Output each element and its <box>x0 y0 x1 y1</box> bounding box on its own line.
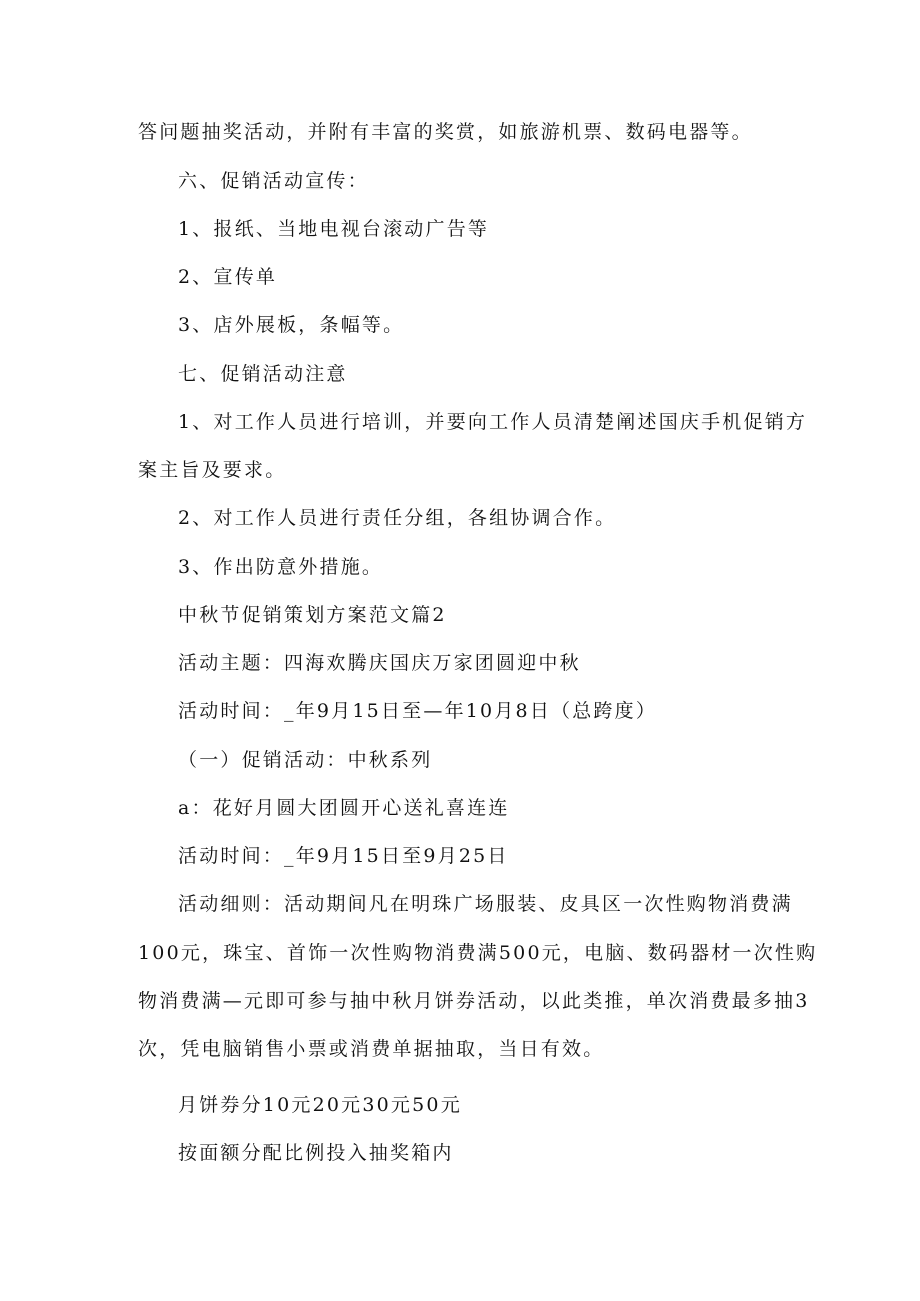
activity-a-title: a：花好月圆大团圆开心送礼喜连连 <box>178 797 510 819</box>
subsection-heading-mid-autumn-series: （一）促销活动：中秋系列 <box>178 749 433 771</box>
activity-rules-line-4: 次，凭电脑销售小票或消费单据抽取，当日有效。 <box>138 1038 605 1060</box>
list-item-staff-grouping: 2、对工作人员进行责任分组，各组协调合作。 <box>178 507 617 529</box>
activity-theme: 活动主题：四海欢腾庆国庆万家团圆迎中秋 <box>178 652 581 674</box>
activity-rules-line-1: 活动细则：活动期间凡在明珠广场服装、皮具区一次性购物消费满 <box>178 893 793 915</box>
activity-rules-line-2: 100元，珠宝、首饰一次性购物消费满500元，电脑、数码器材一次性购 <box>138 942 818 964</box>
mooncake-voucher-denominations: 月饼券分10元20元30元50元 <box>178 1094 462 1116</box>
activity-time-overall: 活动时间：_年9月15日至—年10月8日（总跨度） <box>178 700 658 722</box>
list-item-staff-training: 1、对工作人员进行培训，并要向工作人员清楚阐述国庆手机促销方 <box>178 411 808 433</box>
list-item-staff-training-continued: 案主旨及要求。 <box>138 459 287 481</box>
paragraph-continuation-prize-draw: 答问题抽奖活动，并附有丰富的奖赏，如旅游机票、数码电器等。 <box>138 121 753 143</box>
activity-a-time: 活动时间：_年9月15日至9月25日 <box>178 845 509 867</box>
list-item-banners: 3、店外展板，条幅等。 <box>178 314 405 336</box>
list-item-flyers: 2、宣传单 <box>178 266 278 288</box>
section-heading-promotion-notes: 七、促销活动注意 <box>178 363 348 385</box>
section-heading-promotion-publicity: 六、促销活动宣传： <box>178 170 369 192</box>
lottery-box-allocation: 按面额分配比例投入抽奖箱内 <box>178 1142 454 1164</box>
article-title-mid-autumn-plan-2: 中秋节促销策划方案范文篇2 <box>178 604 447 626</box>
list-item-newspaper-tv: 1、报纸、当地电视台滚动广告等 <box>178 218 490 240</box>
list-item-accident-prevention: 3、作出防意外措施。 <box>178 556 384 578</box>
activity-rules-line-3: 物消费满—元即可参与抽中秋月饼券活动，以此类推，单次消费最多抽3 <box>138 990 810 1012</box>
